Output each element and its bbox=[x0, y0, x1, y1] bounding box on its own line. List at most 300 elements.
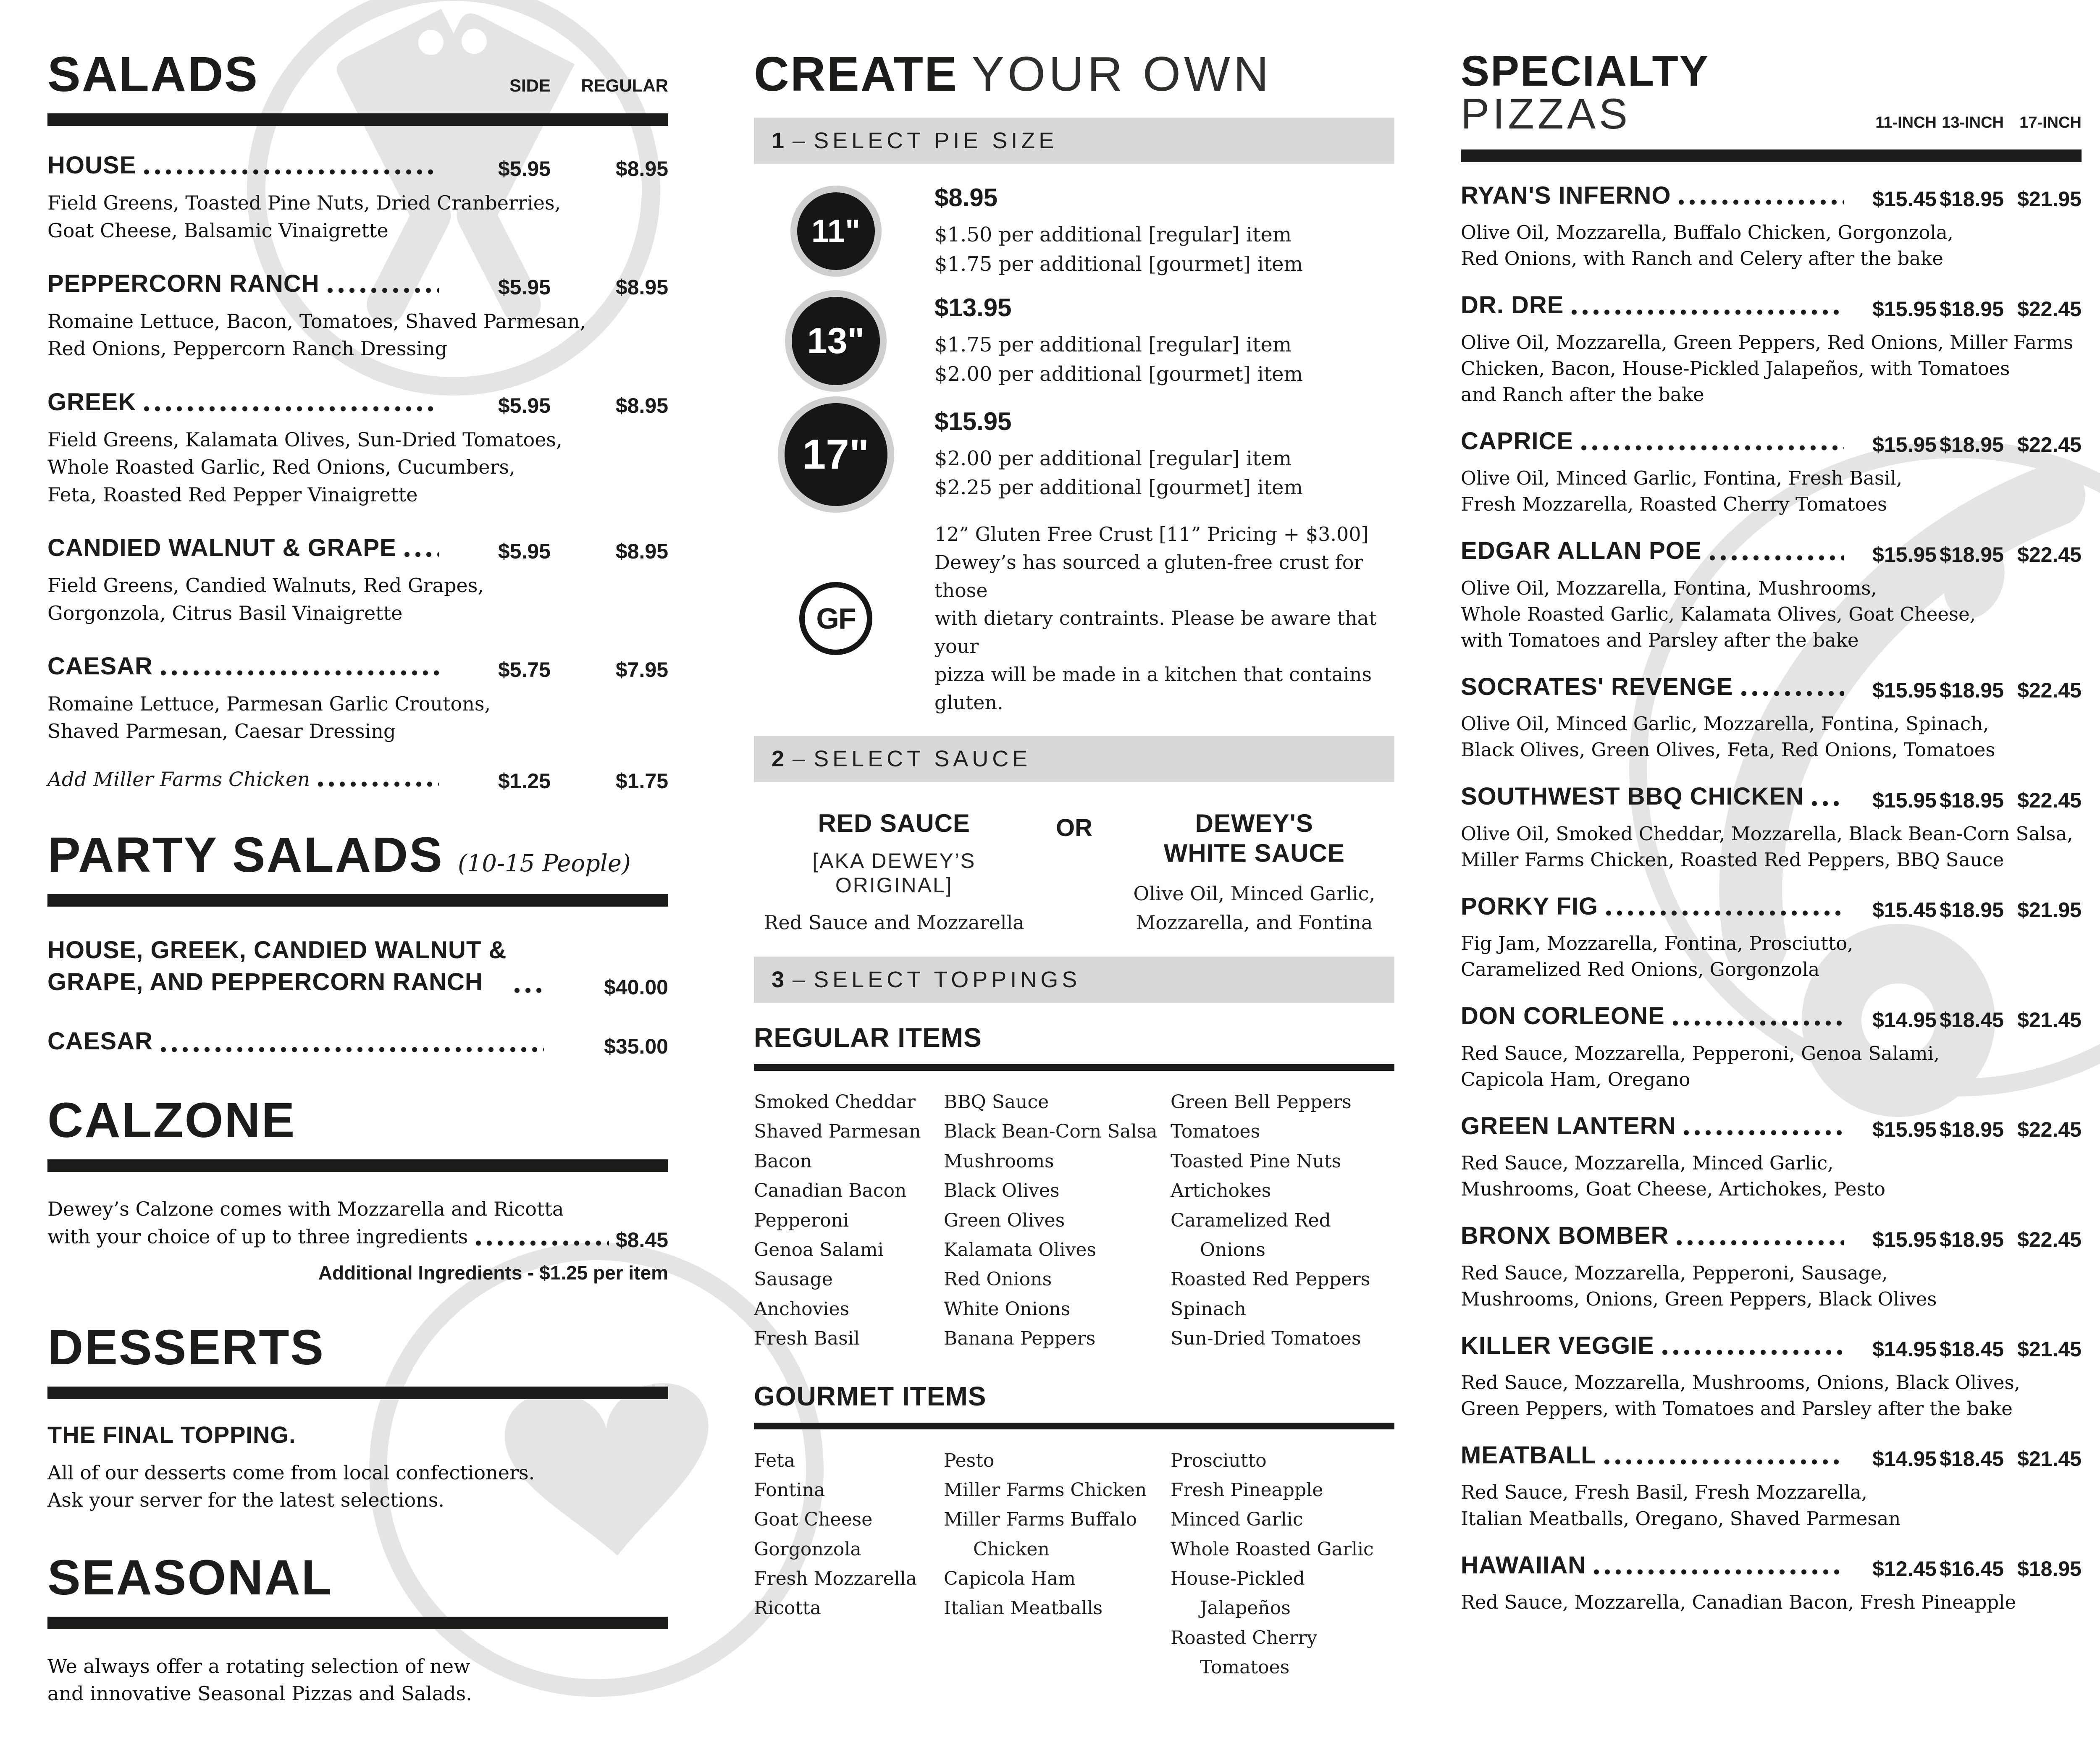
description-line: and Ranch after the bake bbox=[1461, 383, 1704, 406]
price-13-inch: $18.95 bbox=[1940, 187, 2004, 211]
price-17-inch: $22.45 bbox=[2017, 679, 2082, 703]
sauce-options bbox=[754, 809, 1394, 937]
seasonal-title: SEASONAL bbox=[47, 1549, 333, 1605]
pie-size-badge: 13" bbox=[792, 297, 880, 385]
topping-item: Goat Cheese bbox=[754, 1509, 873, 1531]
topping-item: Ricotta bbox=[754, 1597, 821, 1619]
dotted-leader bbox=[325, 287, 439, 294]
description-line: Field Greens, Candied Walnuts, Red Grapes, bbox=[47, 574, 484, 597]
price-13-inch: $18.95 bbox=[1940, 1227, 2004, 1251]
pizza-name: BRONX BOMBER bbox=[1461, 1222, 1669, 1250]
price-13-inch: $18.95 bbox=[1940, 1118, 2004, 1142]
desserts-title: DESSERTS bbox=[47, 1319, 325, 1375]
section-rule bbox=[47, 1617, 668, 1629]
description-line: and innovative Seasonal Pizzas and Salads. bbox=[47, 1682, 472, 1705]
description-line: Field Greens, Kalamata Olives, Sun-Dried Tomatoes, bbox=[47, 428, 562, 451]
gf-badge-cell bbox=[779, 582, 892, 655]
description-line: Field Greens, Toasted Pine Nuts, Dried Cranberries, bbox=[47, 191, 561, 215]
pizza-name: PORKY FIG bbox=[1461, 892, 1598, 920]
description-line: Green Peppers, with Tomatoes and Parsley after the bake bbox=[1461, 1397, 2013, 1420]
topping-item: Feta bbox=[754, 1450, 795, 1471]
desserts-headline: THE FINAL TOPPING. bbox=[47, 1421, 296, 1448]
dotted-leader bbox=[1676, 199, 1844, 205]
size-column-13: 13-INCH bbox=[1942, 114, 2004, 131]
topping-item: Pepperoni bbox=[754, 1209, 849, 1231]
dotted-leader bbox=[512, 987, 544, 994]
dotted-leader bbox=[1809, 800, 1844, 807]
topping-item: Fresh Mozzarella bbox=[754, 1568, 917, 1590]
pie-size-info bbox=[934, 183, 1394, 279]
red-sauce-title: RED SAUCE bbox=[818, 809, 970, 838]
topping-item: Prosciutto bbox=[1171, 1450, 1267, 1471]
party-salad-price: $40.00 bbox=[604, 975, 668, 999]
topping-item: Fresh Basil bbox=[754, 1328, 860, 1350]
description-line: Capicola Ham, Oregano bbox=[1461, 1068, 1690, 1091]
red-sauce-option bbox=[754, 809, 1034, 937]
dotted-leader bbox=[1659, 1349, 1844, 1355]
pizza-description bbox=[1461, 575, 2082, 653]
pie-size-info bbox=[934, 293, 1394, 389]
pizza-name: MEATBALL bbox=[1461, 1442, 1596, 1469]
pie-size-badge-cell bbox=[779, 297, 892, 385]
price-13-inch: $16.45 bbox=[1940, 1557, 2004, 1581]
salad-name: CAESAR bbox=[47, 652, 153, 680]
title-light: YOUR OWN bbox=[971, 47, 1272, 101]
price-11-inch: $15.95 bbox=[1872, 788, 1937, 812]
step-dash: – bbox=[793, 967, 806, 992]
topping-item: Canadian Bacon bbox=[754, 1180, 907, 1202]
pie-size-list bbox=[754, 183, 1394, 506]
salad-name: PEPPERCORN RANCH bbox=[47, 270, 320, 297]
seasonal-section bbox=[47, 1549, 668, 1708]
description-line: Caramelized Red Onions, Gorgonzola bbox=[1461, 958, 1820, 981]
description-line: pizza will be made in a kitchen that contains gluten. bbox=[934, 663, 1372, 714]
topping-item: Banana Peppers bbox=[944, 1328, 1096, 1350]
step-dash: – bbox=[793, 128, 806, 153]
pizza-name: DR. DRE bbox=[1461, 291, 1564, 319]
pizza-description bbox=[1461, 711, 2082, 763]
topping-item: Capicola Ham bbox=[944, 1568, 1076, 1590]
dotted-leader bbox=[158, 1046, 544, 1053]
party-salads-section bbox=[47, 827, 668, 1059]
pizza-item bbox=[1461, 1112, 2082, 1202]
description-line: Romaine Lettuce, Bacon, Tomatoes, Shaved Parmesan, bbox=[47, 310, 586, 333]
step-number: 1 bbox=[772, 128, 785, 153]
topping-item: Kalamata Olives bbox=[944, 1239, 1096, 1261]
desserts-description bbox=[47, 1459, 668, 1514]
topping-column bbox=[1171, 1446, 1394, 1683]
topping-item: Black Olives bbox=[944, 1180, 1060, 1202]
pie-size-row bbox=[779, 403, 1394, 506]
white-sauce-description: Olive Oil, Minced Garlic, Mozzarella, and Fontina bbox=[1133, 882, 1376, 934]
topping-item: Smoked Cheddar bbox=[754, 1091, 916, 1113]
white-sauce-option bbox=[1114, 809, 1395, 937]
price-13-inch: $18.95 bbox=[1940, 433, 2004, 457]
description-line: Whole Roasted Garlic, Red Onions, Cucumbers, bbox=[47, 456, 515, 479]
price-11-inch: $15.45 bbox=[1872, 187, 1937, 211]
salads-title: SALADS bbox=[47, 47, 259, 102]
side-price: $5.75 bbox=[498, 658, 551, 682]
pie-size-detail bbox=[934, 444, 1394, 503]
section-rule bbox=[47, 894, 668, 907]
description-line: Mushrooms, Onions, Green Peppers, Black Olives bbox=[1461, 1287, 1937, 1310]
topping-item: Pesto bbox=[944, 1450, 995, 1471]
addon-side-price: $1.25 bbox=[498, 769, 551, 793]
description-line: Red Sauce, Fresh Basil, Fresh Mozzarella, bbox=[1461, 1481, 1868, 1504]
salad-description bbox=[47, 690, 668, 745]
pizza-item bbox=[1461, 1222, 2082, 1312]
price-17-inch: $22.45 bbox=[2017, 1227, 2082, 1251]
pie-size-row bbox=[779, 183, 1394, 279]
party-salad-item bbox=[47, 934, 668, 998]
addon-label: Add Miller Farms Chicken bbox=[47, 768, 310, 791]
topping-item: Sun-Dried Tomatoes bbox=[1171, 1328, 1361, 1350]
description-line: Miller Farms Chicken, Roasted Red Peppers, BBQ Sauce bbox=[1461, 848, 2004, 871]
section-rule bbox=[754, 1423, 1394, 1429]
price-17-inch: $22.45 bbox=[2017, 788, 2082, 812]
pizza-description bbox=[1461, 1041, 2082, 1093]
topping-item: House-Pickled Jalapeños bbox=[1171, 1568, 1305, 1619]
dotted-leader bbox=[141, 169, 439, 175]
topping-item: Caramelized Red Onions bbox=[1171, 1209, 1331, 1261]
description-line: Romaine Lettuce, Parmesan Garlic Croutons, bbox=[47, 692, 491, 716]
calzone-section bbox=[47, 1093, 668, 1284]
salad-description bbox=[47, 189, 668, 244]
price-13-inch: $18.95 bbox=[1940, 898, 2004, 922]
topping-item: BBQ Sauce bbox=[944, 1091, 1049, 1113]
pizza-size-columns bbox=[1851, 114, 2082, 135]
dotted-leader bbox=[1578, 445, 1844, 451]
topping-column bbox=[1171, 1088, 1394, 1354]
description-line: $2.00 per additional [gourmet] item bbox=[934, 362, 1303, 386]
topping-item: Spinach bbox=[1171, 1298, 1246, 1320]
salad-name: GREEK bbox=[47, 388, 136, 416]
topping-column bbox=[944, 1446, 1171, 1683]
topping-column bbox=[754, 1446, 944, 1683]
price-11-inch: $15.95 bbox=[1872, 679, 1937, 703]
pizza-item bbox=[1461, 782, 2082, 873]
pizza-item bbox=[1461, 537, 2082, 653]
side-column-label: SIDE bbox=[509, 76, 551, 95]
pie-size-badge-cell bbox=[779, 403, 892, 506]
party-salads-title: PARTY SALADS bbox=[47, 827, 444, 883]
description-line: Fresh Mozzarella, Roasted Cherry Tomatoes bbox=[1461, 493, 1887, 516]
price-17-inch: $22.45 bbox=[2017, 543, 2082, 566]
price-11-inch: $15.95 bbox=[1872, 433, 1937, 457]
price-17-inch: $21.95 bbox=[2017, 187, 2082, 211]
salads-price-columns bbox=[446, 76, 668, 99]
red-sauce-subtitle: [AKA DEWEY’S ORIGINAL] bbox=[812, 849, 976, 897]
seasonal-description bbox=[47, 1653, 668, 1708]
pizza-description bbox=[1461, 1370, 2082, 1422]
description-line: Goat Cheese, Balsamic Vinaigrette bbox=[47, 219, 388, 242]
regular-items-list bbox=[754, 1088, 1394, 1354]
description-line: Red Onions, with Ranch and Celery after the bake bbox=[1461, 247, 1943, 270]
topping-column bbox=[944, 1088, 1171, 1354]
dotted-leader bbox=[1707, 555, 1844, 561]
calzone-price: $8.45 bbox=[615, 1228, 668, 1252]
dotted-leader bbox=[158, 670, 439, 676]
regular-price: $8.95 bbox=[615, 157, 668, 181]
topping-item: Miller Farms Chicken bbox=[944, 1479, 1147, 1501]
calzone-price-row bbox=[47, 1223, 668, 1251]
price-11-inch: $15.95 bbox=[1872, 1118, 1937, 1142]
price-11-inch: $15.45 bbox=[1872, 898, 1937, 922]
topping-item: Bacon bbox=[754, 1150, 812, 1172]
topping-item: Fontina bbox=[754, 1479, 825, 1501]
step-number: 2 bbox=[772, 746, 785, 772]
step-dash: – bbox=[793, 746, 806, 772]
pizza-name: DON CORLEONE bbox=[1461, 1002, 1665, 1030]
section-rule bbox=[754, 1064, 1394, 1071]
salad-addon-row bbox=[47, 768, 668, 792]
dotted-leader bbox=[1681, 1130, 1844, 1136]
calzone-description-line: with your choice of up to three ingredients bbox=[47, 1225, 468, 1248]
price-13-inch: $18.45 bbox=[1940, 1447, 2004, 1471]
calzone-description-line: Dewey’s Calzone comes with Mozzarella and Ricotta bbox=[47, 1198, 564, 1221]
salad-item bbox=[47, 151, 668, 244]
gluten-free-row bbox=[779, 520, 1394, 716]
salads-section bbox=[47, 47, 668, 793]
price-11-inch: $14.95 bbox=[1872, 1008, 1937, 1032]
topping-item: Miller Farms Buffalo Chicken bbox=[944, 1509, 1137, 1560]
gourmet-items-title: GOURMET ITEMS bbox=[754, 1381, 987, 1411]
description-line: Olive Oil, Minced Garlic, Fontina, Fresh Basil, bbox=[1461, 467, 1903, 490]
pie-size-badge: 17" bbox=[785, 403, 887, 506]
description-line: Fig Jam, Mozzarella, Fontina, Prosciutto, bbox=[1461, 932, 1853, 955]
pizza-description bbox=[1461, 1150, 2082, 1202]
regular-price: $7.95 bbox=[615, 658, 668, 682]
pizza-name: CAPRICE bbox=[1461, 427, 1574, 455]
description-line: $2.25 per additional [gourmet] item bbox=[934, 476, 1303, 500]
step-number: 3 bbox=[772, 967, 785, 992]
dotted-leader bbox=[315, 781, 439, 787]
description-line: Chicken, Bacon, House-Pickled Jalapeños, with Tomatoes bbox=[1461, 357, 2010, 380]
specialty-pizzas-list bbox=[1461, 181, 2082, 1615]
create-your-own-column bbox=[754, 47, 1394, 1683]
description-line: Red Sauce, Mozzarella, Pepperoni, Sausage, bbox=[1461, 1261, 1888, 1284]
salads-list bbox=[47, 151, 668, 745]
topping-item: Genoa Salami bbox=[754, 1239, 884, 1261]
pizza-item bbox=[1461, 673, 2082, 763]
price-13-inch: $18.95 bbox=[1940, 788, 2004, 812]
addon-regular-price: $1.75 bbox=[615, 769, 668, 793]
dotted-leader bbox=[1601, 1459, 1844, 1465]
price-13-inch: $18.45 bbox=[1940, 1337, 2004, 1361]
section-rule bbox=[1461, 149, 2082, 162]
description-line: Red Sauce, Mozzarella, Canadian Bacon, Fresh Pineapple bbox=[1461, 1591, 2016, 1613]
party-salads-subtitle: (10-15 People) bbox=[457, 850, 631, 878]
gourmet-items-list bbox=[754, 1446, 1394, 1683]
pie-size-info bbox=[934, 407, 1394, 503]
size-column-17: 17-INCH bbox=[2019, 114, 2082, 131]
pie-size-price: $15.95 bbox=[934, 407, 1012, 435]
price-13-inch: $18.95 bbox=[1940, 297, 2004, 321]
dotted-leader bbox=[473, 1240, 609, 1246]
pizza-item bbox=[1461, 892, 2082, 983]
description-line: Red Onions, Peppercorn Ranch Dressing bbox=[47, 337, 447, 360]
salad-item bbox=[47, 652, 668, 745]
pizza-description bbox=[1461, 821, 2082, 873]
desserts-section bbox=[47, 1319, 668, 1514]
regular-column-label: REGULAR bbox=[581, 76, 668, 95]
side-price: $5.95 bbox=[498, 394, 551, 418]
salad-description bbox=[47, 572, 668, 627]
pizza-description bbox=[1461, 1589, 2082, 1615]
description-line: Red Sauce, Mozzarella, Minced Garlic, bbox=[1461, 1152, 1834, 1174]
description-line: $1.75 per additional [regular] item bbox=[934, 333, 1292, 357]
side-price: $5.95 bbox=[498, 157, 551, 181]
description-line: Red Sauce, Mozzarella, Mushrooms, Onions, Black Olives, bbox=[1461, 1371, 2020, 1394]
description-line: Shaved Parmesan, Caesar Dressing bbox=[47, 720, 396, 743]
left-column bbox=[47, 47, 668, 1746]
gluten-free-text bbox=[934, 520, 1394, 716]
description-line: Italian Meatballs, Oregano, Shaved Parmesan bbox=[1461, 1507, 1901, 1530]
side-price: $5.95 bbox=[498, 275, 551, 299]
salad-name: CANDIED WALNUT & GRAPE bbox=[47, 534, 396, 561]
title-bold: SPECIALTY bbox=[1461, 47, 1709, 95]
price-17-inch: $22.45 bbox=[2017, 433, 2082, 457]
pizza-name: GREEN LANTERN bbox=[1461, 1112, 1676, 1140]
pie-size-price: $13.95 bbox=[934, 294, 1012, 322]
salad-item bbox=[47, 388, 668, 509]
topping-item: Anchovies bbox=[754, 1298, 850, 1320]
pizza-description bbox=[1461, 931, 2082, 983]
salad-description bbox=[47, 426, 668, 509]
topping-item: Sausage bbox=[754, 1269, 833, 1290]
dotted-leader bbox=[402, 551, 439, 558]
section-rule bbox=[47, 1159, 668, 1172]
specialty-pizzas-column bbox=[1461, 47, 2082, 1615]
price-17-inch: $22.45 bbox=[2017, 297, 2082, 321]
topping-item: Red Onions bbox=[944, 1269, 1052, 1290]
step-label: SELECT SAUCE bbox=[814, 746, 1032, 772]
description-line: Olive Oil, Mozzarella, Buffalo Chicken, Gorgonzola, bbox=[1461, 221, 1953, 244]
description-line: Gorgonzola, Citrus Basil Vinaigrette bbox=[47, 601, 403, 624]
topping-item: Fresh Pineapple bbox=[1171, 1479, 1323, 1501]
topping-item: Shaved Parmesan bbox=[754, 1121, 921, 1143]
topping-item: Black Bean-Corn Salsa bbox=[944, 1121, 1158, 1143]
price-17-inch: $21.95 bbox=[2017, 898, 2082, 922]
salad-item bbox=[47, 534, 668, 627]
pizza-item bbox=[1461, 291, 2082, 408]
pizza-item bbox=[1461, 1332, 2082, 1422]
title-bold: CREATE bbox=[754, 47, 958, 101]
pizza-name: SOUTHWEST BBQ CHICKEN bbox=[1461, 783, 1804, 810]
topping-column bbox=[754, 1088, 944, 1354]
description-line: Red Sauce, Mozzarella, Pepperoni, Genoa Salami, bbox=[1461, 1042, 1940, 1064]
pizza-item bbox=[1461, 1551, 2082, 1615]
pizza-description bbox=[1461, 465, 2082, 517]
description-line: Whole Roasted Garlic, Kalamata Olives, Goat Cheese, bbox=[1461, 603, 1976, 625]
price-11-inch: $15.95 bbox=[1872, 1227, 1937, 1251]
description-line: with Tomatoes and Parsley after the bake bbox=[1461, 629, 1859, 651]
regular-items-title: REGULAR ITEMS bbox=[754, 1022, 982, 1053]
price-17-inch: $21.45 bbox=[2017, 1008, 2082, 1032]
salad-item bbox=[47, 270, 668, 363]
salad-description bbox=[47, 308, 668, 363]
pie-size-detail bbox=[934, 330, 1394, 389]
dotted-leader bbox=[141, 406, 439, 412]
description-line: 12” Gluten Free Crust [11” Pricing + $3.00] bbox=[934, 523, 1369, 546]
price-11-inch: $14.95 bbox=[1872, 1337, 1937, 1361]
description-line: Black Olives, Green Olives, Feta, Red Onions, Tomatoes bbox=[1461, 739, 1995, 761]
price-17-inch: $18.95 bbox=[2017, 1557, 2082, 1581]
regular-price: $8.95 bbox=[615, 275, 668, 299]
side-price: $5.95 bbox=[498, 540, 551, 564]
topping-item: Minced Garlic bbox=[1171, 1509, 1303, 1531]
gluten-free-icon: GF bbox=[799, 582, 872, 655]
price-11-inch: $12.45 bbox=[1872, 1557, 1937, 1581]
pizza-description bbox=[1461, 330, 2082, 408]
regular-price: $8.95 bbox=[615, 394, 668, 418]
topping-item: Green Olives bbox=[944, 1209, 1065, 1231]
pizza-item bbox=[1461, 1441, 2082, 1531]
step-label: SELECT TOPPINGS bbox=[814, 967, 1081, 992]
party-salad-name: HOUSE, GREEK, CANDIED WALNUT & GRAPE, AND PEPPERCORN RANCH bbox=[47, 936, 507, 996]
price-11-inch: $15.95 bbox=[1872, 543, 1937, 566]
dotted-leader bbox=[1591, 1569, 1844, 1575]
calzone-note: Additional Ingredients - $1.25 per item bbox=[318, 1261, 668, 1284]
dotted-leader bbox=[1674, 1240, 1844, 1246]
dotted-leader bbox=[1603, 910, 1844, 916]
red-sauce-description: Red Sauce and Mozzarella bbox=[764, 911, 1024, 934]
price-13-inch: $18.45 bbox=[1940, 1008, 2004, 1032]
size-column-11: 11-INCH bbox=[1875, 114, 1937, 131]
or-label: OR bbox=[1056, 814, 1092, 842]
description-line: Dewey’s has sourced a gluten-free crust for those bbox=[934, 551, 1363, 602]
pie-size-badge-cell bbox=[779, 192, 892, 270]
topping-item: Artichokes bbox=[1171, 1180, 1271, 1202]
pizza-item bbox=[1461, 1002, 2082, 1092]
description-line: We always offer a rotating selection of new bbox=[47, 1654, 470, 1678]
description-line: Feta, Roasted Red Pepper Vinaigrette bbox=[47, 483, 418, 506]
topping-item: Italian Meatballs bbox=[944, 1597, 1103, 1619]
pie-size-price: $8.95 bbox=[934, 184, 998, 212]
topping-item: White Onions bbox=[944, 1298, 1071, 1320]
dotted-leader bbox=[1670, 1020, 1844, 1026]
topping-item: Tomatoes bbox=[1171, 1121, 1260, 1143]
pizza-name: RYAN'S INFERNO bbox=[1461, 182, 1671, 209]
party-salad-price: $35.00 bbox=[604, 1035, 668, 1059]
step-2-bar bbox=[754, 736, 1394, 782]
description-line: Mushrooms, Goat Cheese, Artichokes, Pesto bbox=[1461, 1178, 1885, 1201]
price-17-inch: $22.45 bbox=[2017, 1118, 2082, 1142]
description-line: Olive Oil, Minced Garlic, Mozzarella, Fontina, Spinach, bbox=[1461, 713, 1989, 735]
price-13-inch: $18.95 bbox=[1940, 543, 2004, 566]
party-salads-list bbox=[47, 934, 668, 1057]
pizza-description bbox=[1461, 1479, 2082, 1531]
description-line: Ask your server for the latest selections. bbox=[47, 1489, 444, 1512]
pizza-name: KILLER VEGGIE bbox=[1461, 1332, 1654, 1359]
description-line: Olive Oil, Mozzarella, Green Peppers, Red Onions, Miller Farms bbox=[1461, 331, 2074, 354]
white-sauce-title: DEWEY'S WHITE SAUCE bbox=[1163, 809, 1345, 867]
topping-item: Gorgonzola bbox=[754, 1538, 861, 1560]
pie-size-detail bbox=[934, 220, 1394, 279]
section-rule bbox=[47, 113, 668, 126]
topping-item: Mushrooms bbox=[944, 1150, 1054, 1172]
calzone-title: CALZONE bbox=[47, 1093, 296, 1148]
price-17-inch: $21.45 bbox=[2017, 1447, 2082, 1471]
description-line: All of our desserts come from local confectioners. bbox=[47, 1461, 535, 1484]
price-13-inch: $18.95 bbox=[1940, 679, 2004, 703]
topping-item: Roasted Red Peppers bbox=[1171, 1269, 1370, 1290]
pizza-name: HAWAIIAN bbox=[1461, 1551, 1586, 1579]
topping-item: Green Bell Peppers bbox=[1171, 1091, 1352, 1113]
price-11-inch: $14.95 bbox=[1872, 1447, 1937, 1471]
pizza-description bbox=[1461, 220, 2082, 272]
step-3-bar bbox=[754, 957, 1394, 1003]
